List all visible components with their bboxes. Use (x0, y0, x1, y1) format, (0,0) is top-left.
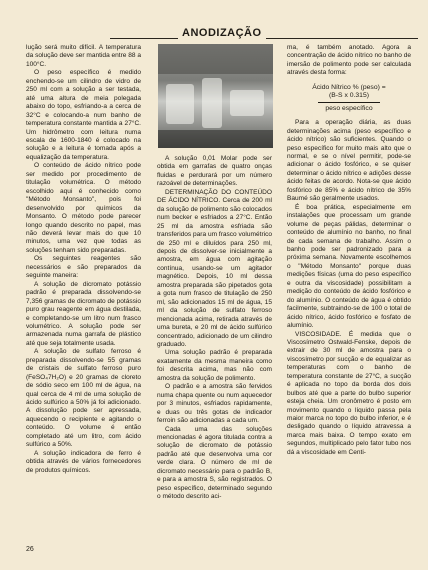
paragraph: Para a operação diária, as duas determinações acima (peso específico e ácido nítrico) são suficientes. Quando o peso específico for muito mais alto que o normal, e se o nível permitir, pode-se adicionar o ácido fosfórico, e se quiser determinar o ácido nítrico e adições desse ácido feitas de acordo. Nota-se que ácido fosfórico de 85% e ácido nítrico de 35% Baumé são geralmente usados. (287, 119, 411, 203)
formula-numerator: Ácido Nítrico % (peso) = (312, 83, 386, 91)
paragraph: O peso específico é medido enchendo-se um cilindro de vidro de 250 ml com a solução a ser testada, até uma altura de meia polegada abaixo do topo, esfriando-a a cerca de 32°C e colocando-a num banho de temperatura constante mantida a 27°C. Um hidrômetro com leitura numa escala de 1600-1840 é colocado na solução e a leitura é tomada após a equalização da temperatura. (26, 69, 141, 161)
paragraph: Os seguintes reagentes são necessários e são preparados da seguinte maneira: (26, 255, 141, 280)
column-3 (287, 44, 411, 457)
column-1 (26, 44, 141, 475)
paragraph: A solução 0,01 Molar pode ser obtida em garrafas de quatro onças fluidas e perdurará por um número razoável de determinações. (157, 155, 272, 188)
paragraph: DETERMINAÇÃO DO CONTEÚDO DE ÁCIDO NÍTRICO. Cerca de 200 ml da solução de polimento são colocados num becker e esfriados a 27°C. Então 25 ml da amostra esfriada são transferidos para um frasco volumétrico de 250 ml e diluídos para 250 ml, depois de dissolver-se inicialmente a amostra, em água com agitação contínua, usando-se um agitador magnético. Depois, 10 ml dessa amostra preparada são pipetados gota a gota num frasco de titulação de 250 ml, são adicionados 15 ml de água, 15 ml da solução de sulfato ferroso mencionada acima, retirada através de uma bureta, e 20 ml de ácido sulfúrico concentrado, adicionado de um cilindro graduado. (157, 188, 272, 348)
paragraph: lução será muito difícil. A temperatura da solução deve ser mantida entre 88 a 100°C. (26, 44, 142, 68)
paragraph: A solução de sulfato ferroso é preparada dissolvendo-se 55 gramas de cristais de sulfato ferroso puro (FeSO₄7H₂O) e 20 gramas de cloreto de sódio seco em 100 ml de água, na qual cerca de 4 ml de uma solução de ácido sulfúrico a 50% já foi adicionado. A dissolução pode ser apressada, aquecendo o recipiente e agitando o conteúdo. O volume é então completado até um litro, com ácido sulfúrico a 50%. (26, 348, 141, 449)
paragraph: Uma solução padrão é preparada exatamente da mesma maneira como foi descrita acima, mas não com amostra da solução de polimento. (157, 349, 272, 382)
section-title: ANODIZAÇÃO (178, 27, 266, 39)
paragraph: Cada uma das soluções mencionadas é agora titulada contra a solução de dicromato de potássio padrão até que desenvolva uma cor verde clara. O número de ml de dicromato necessário para o padrão B, e para a amostra S, são registrados. O peso específico, determinado segundo o método descrito aci- (157, 425, 272, 501)
paragraph: A solução de dicromato potássio padrão é preparada dissolvendo-se 7,356 gramas de dicromato de potássio puro grau reagente em água destilada, e completando-se um litro num frasco volumétrico. A solução pode ser armazenada numa garrafa de plástico até que seja totalmente usada. (26, 280, 142, 347)
paragraph: É boa prática, especialmente em instalações que processam um grande volume de peças pálidas, determinar o conteúdo de alumínio no banho, no final de cada semana de trabalho. Assim o banho pode ser padronizado para a próxima semana. Novamente escolhemos o "Método Monsanto" porque duas medições físicas (uma do peso específico e outra da viscosidade) possibilitam a medição do conteúdo de ácido fosfórico e do alumínio. O conteúdo de água é obtido facilmente, subtraindo-se de 100 o total de ácido nítrico, ácido fosfórico e fosfato de alumínio. (287, 203, 411, 330)
column-2 (157, 155, 272, 502)
page-number: 26 (26, 546, 34, 553)
formula-expression: (B-S x 0.315) (318, 92, 380, 102)
paragraph: VISCOSIDADE. É medida que o Viscosímetro Ostwald-Fenske, depois de extrair de 30 ml de amostra para o viscosímetro por sucção e de equalizar as temperaturas com o banho de temperatura constante de 27°C, a sucção é aplicada no topo da borda dos dois bulbos até que a parte do bulbo superior esteja cheia. Um cronômetro é posto em movimento quando o líquido passa pela maior marca no topo do bulbo inferior, e é desligado quando o líquido atravessa a marca mais baixa. O tempo exato em segundos, multiplicado pelo fator tubo nos dá a viscosidade em Centi- (287, 330, 411, 456)
paragraph: O padrão e a amostra são fervidos numa chapa quente ou num aquecedor por 3 minutos, esfriados rapidamente, e duas ou três gotas de indicador ferroin são adicionadas a cada um. (157, 383, 272, 425)
paragraph: O conteúdo de ácido nítrico pode ser medido por procedimento de titulação volumétrica. O método escolhido aqui é conhecido como "Método Monsanto", pois foi desenvolvido por químicos da Monsanto. O método pode parecer longo quando descrito no papel, mas não deverá levar mais do que 10 minutos, uma vez que todas as soluções tenham sido preparadas. (26, 162, 141, 254)
nitric-acid-formula (287, 84, 411, 113)
paragraph: ma, é também anotado. Agora a concentração de ácido nítrico no banho de imersão de polimento pode ser calculada através desta forma: (287, 44, 411, 77)
lab-photo (158, 44, 273, 148)
formula-denominator: peso específico (325, 104, 373, 112)
paragraph: A solução indicadora de ferro é obtida através de vários fornecedores de produtos químicos. (26, 449, 141, 474)
